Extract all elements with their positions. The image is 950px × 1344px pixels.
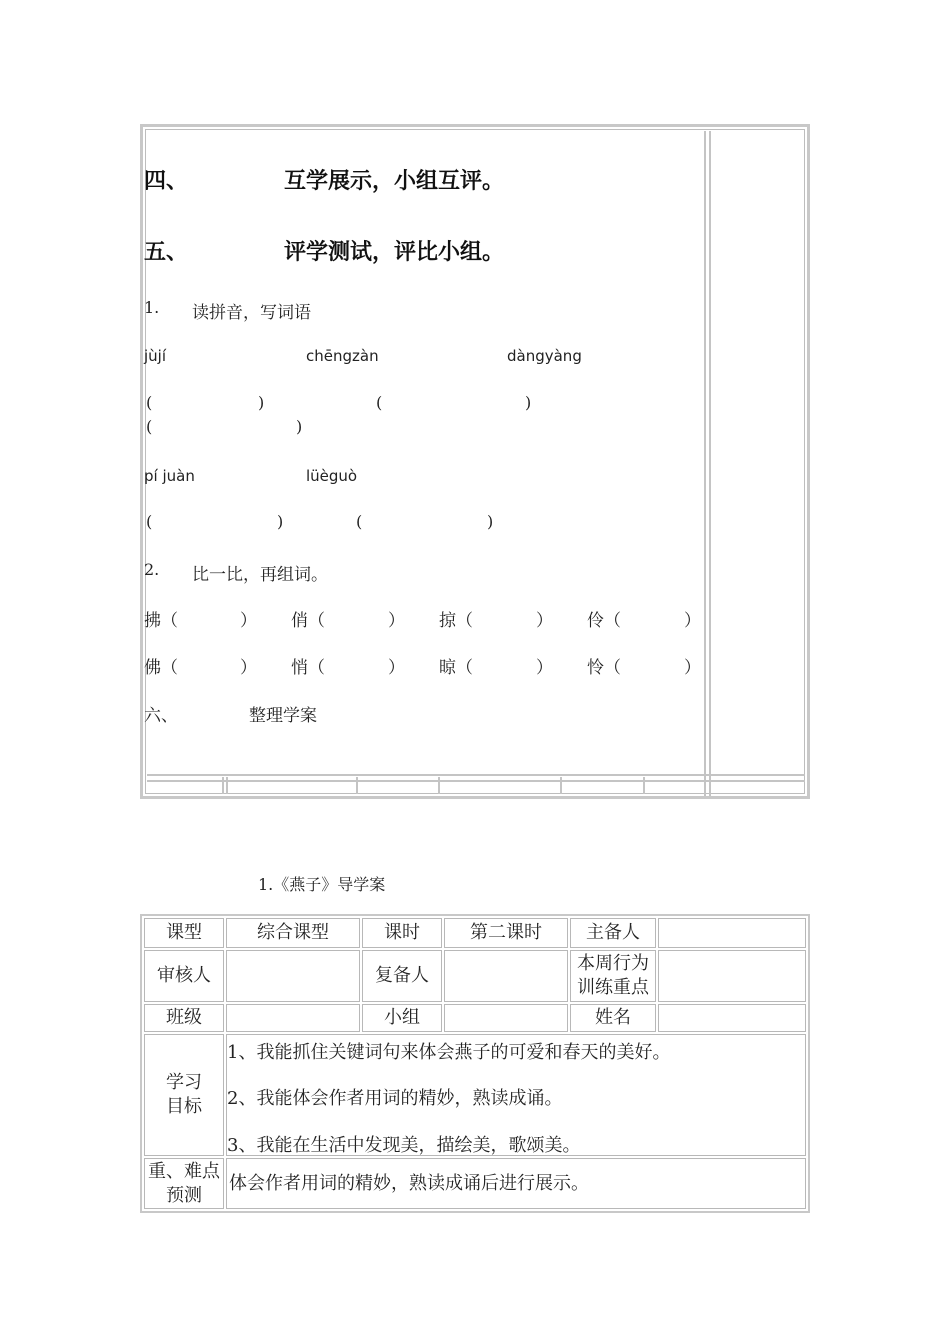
key-points-label-line1: 重、难点 — [148, 1160, 220, 1182]
pinyin-jiji: jùjí — [144, 347, 167, 365]
q1-number: 1. — [144, 298, 160, 317]
weekly-focus-value[interactable] — [658, 950, 806, 1002]
section4-number: 四、 — [144, 168, 189, 194]
goals-label — [144, 1034, 224, 1156]
cell-divider — [438, 777, 440, 794]
cell-divider — [643, 777, 645, 794]
section5-heading: 评学测试，评比小组。 — [284, 239, 505, 265]
pinyin-chengzan: chēngzàn — [306, 347, 379, 365]
weekly-focus-label — [570, 950, 656, 1002]
section6-number: 六、 — [144, 706, 178, 726]
compare-char: 掠（ — [439, 611, 473, 631]
cell-divider — [356, 777, 358, 794]
goals-label-line2: 目标 — [166, 1096, 202, 1117]
compare-close: ） — [240, 611, 257, 631]
lesson-type-value: 综合课型 — [226, 918, 360, 948]
goal-item-1: 1、我能抓住关键词句来体会燕子的可爱和春天的美好。 — [227, 1042, 671, 1063]
row-divider — [147, 774, 805, 776]
preparer-value[interactable] — [658, 918, 806, 948]
cell-divider — [222, 777, 224, 794]
group-label: 小组 — [362, 1004, 442, 1032]
answer-paren-open: ( — [146, 393, 153, 412]
reviewer-value[interactable] — [226, 950, 360, 1002]
section6-heading: 整理学案 — [249, 706, 317, 726]
name-label: 姓名 — [570, 1004, 656, 1032]
q1-text: 读拼音，写词语 — [192, 303, 311, 323]
column-divider — [709, 131, 711, 796]
answer-paren-close: ) — [525, 393, 532, 412]
answer-paren-open: ( — [146, 512, 153, 531]
worksheet-frame — [140, 124, 810, 799]
class-value[interactable] — [226, 1004, 360, 1032]
cell-divider — [226, 777, 228, 794]
answer-paren-open: ( — [356, 512, 363, 531]
lesson-type-label: 课型 — [144, 918, 224, 948]
compare-char: 俏（ — [291, 611, 325, 631]
compare-close: ） — [388, 658, 405, 678]
lesson-plan-table — [140, 914, 810, 1213]
compare-close: ） — [240, 658, 257, 678]
preparer-label: 主备人 — [570, 918, 656, 948]
answer-paren-close: ) — [258, 393, 265, 412]
row-divider — [147, 780, 805, 782]
compare-char: 怜（ — [587, 658, 621, 678]
inner-border — [145, 129, 805, 794]
answer-paren-close: ) — [487, 512, 494, 531]
answer-paren-open: ( — [376, 393, 383, 412]
section4-heading: 互学展示，小组互评。 — [284, 168, 505, 194]
compare-close: ） — [536, 658, 553, 678]
pinyin-lueguo: lüèguò — [306, 467, 358, 485]
answer-paren-close: ) — [277, 512, 284, 531]
period-label: 课时 — [362, 918, 442, 948]
cell-divider — [560, 777, 562, 794]
pinyin-dangyang: dàngyàng — [507, 347, 582, 365]
compare-char: 晾（ — [439, 658, 473, 678]
weekly-focus-label-line1: 本周行为 — [577, 953, 649, 974]
answer-paren-open: ( — [146, 417, 153, 436]
name-value[interactable] — [658, 1004, 806, 1032]
co-preparer-value[interactable] — [444, 950, 568, 1002]
section5-number: 五、 — [144, 239, 189, 265]
goals-label-line1: 学习 — [166, 1072, 202, 1093]
q2-number: 2. — [144, 560, 160, 579]
q2-text: 比一比，再组词。 — [192, 565, 328, 585]
key-points-value: 体会作者用词的精妙，熟读成诵后进行展示。 — [226, 1158, 806, 1209]
reviewer-label: 审核人 — [144, 950, 224, 1002]
key-points-label-line2: 预测 — [166, 1184, 202, 1206]
compare-char: 伶（ — [587, 611, 621, 631]
group-value[interactable] — [444, 1004, 568, 1032]
compare-char: 悄（ — [291, 658, 325, 678]
compare-char: 佛（ — [144, 658, 178, 678]
compare-close: ） — [388, 611, 405, 631]
column-divider — [704, 131, 706, 796]
goal-item-2: 2、我能体会作者用词的精妙，熟读成诵。 — [227, 1088, 563, 1109]
answer-paren-close: ) — [296, 417, 303, 436]
co-preparer-label: 复备人 — [362, 950, 442, 1002]
document-title: 1.《燕子》导学案 — [258, 875, 386, 894]
compare-close: ） — [684, 658, 701, 678]
compare-char: 拂（ — [144, 611, 178, 631]
pinyin-pijuan: pí juàn — [144, 467, 195, 485]
weekly-focus-label-line2: 训练重点 — [577, 977, 649, 998]
period-value: 第二课时 — [444, 918, 568, 948]
key-points-label — [144, 1158, 224, 1209]
goal-item-3: 3、我能在生活中发现美，描绘美，歌颂美。 — [227, 1135, 581, 1156]
compare-close: ） — [536, 611, 553, 631]
class-label: 班级 — [144, 1004, 224, 1032]
compare-close: ） — [684, 611, 701, 631]
